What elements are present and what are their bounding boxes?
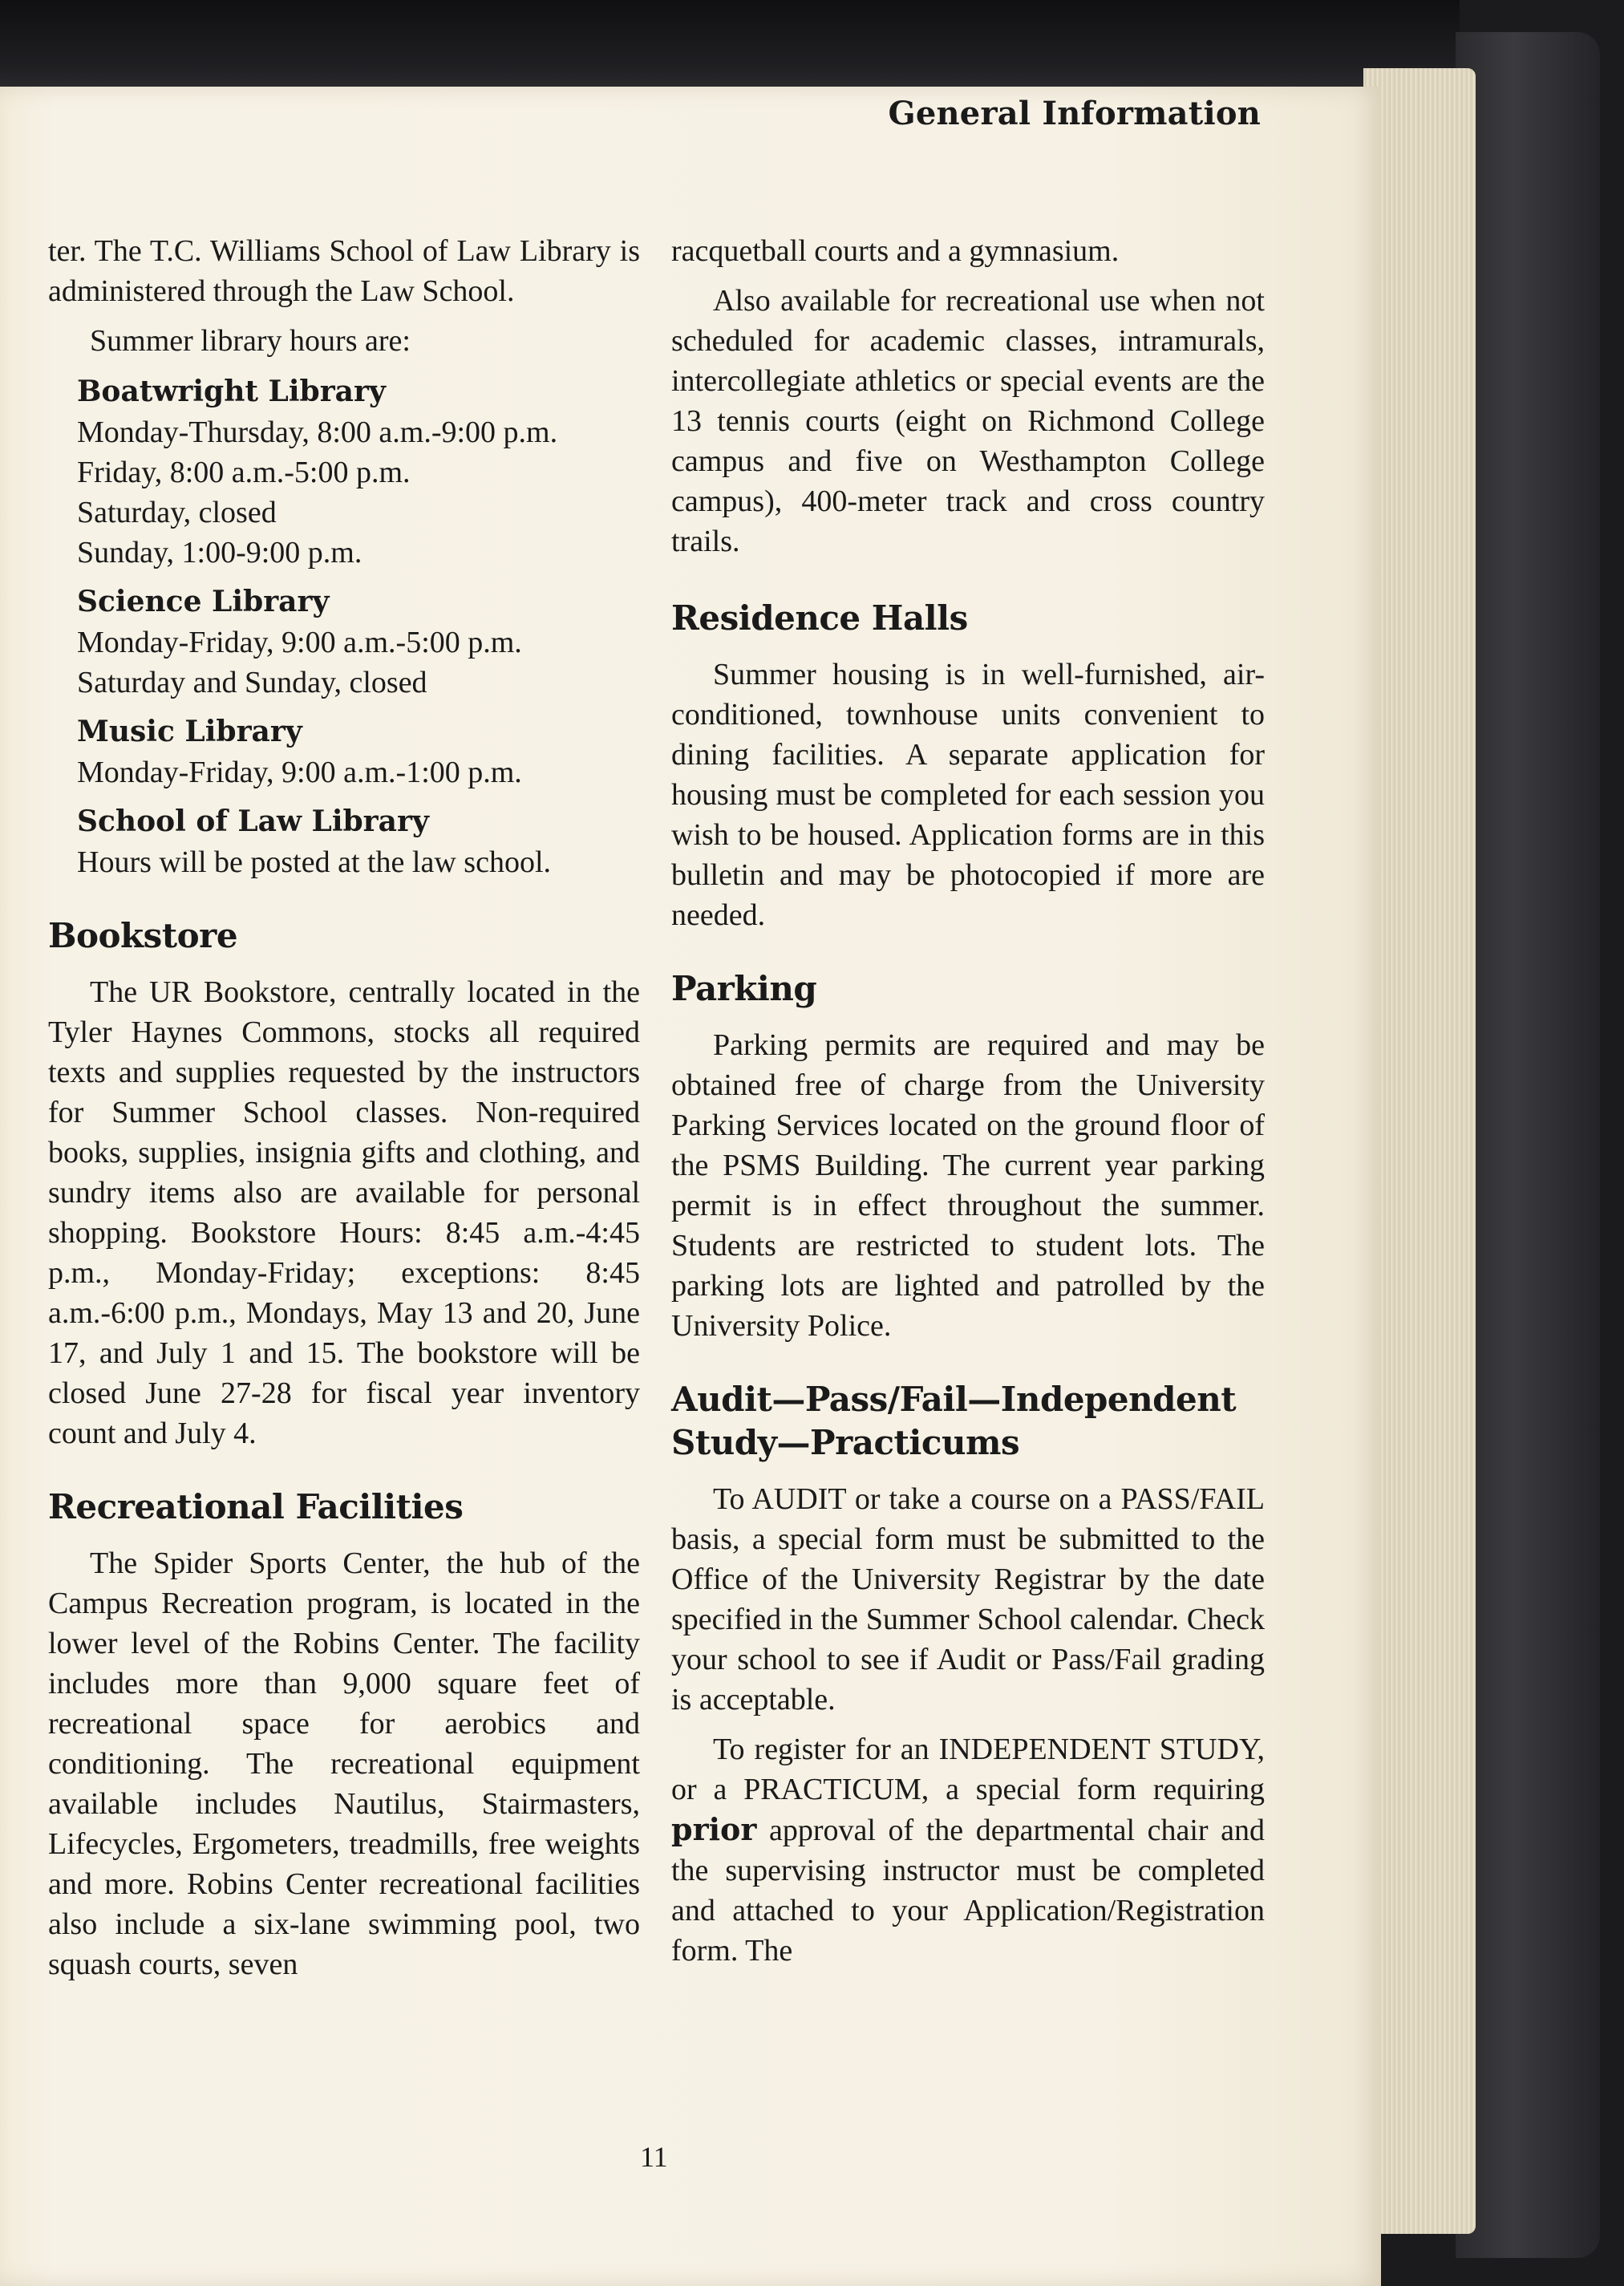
left-column <box>48 231 640 1994</box>
library-hours-line: Monday-Friday, 9:00 a.m.-5:00 p.m. <box>77 626 522 659</box>
page-number: 11 <box>640 2141 668 2173</box>
audit-para-1: To AUDIT or take a course on a PASS/FAIL basis, a special form must be submitted to the Office of the University Registrar by the date specified in the Summer School calendar. Check your school to see if Audit or Pass/Fail grading is acceptable. <box>671 1482 1265 1717</box>
residence-body: Summer housing is in well-furnished, air-conditioned, townhouse units convenient to dining facilities. A separate application for housing must be completed for each session you wish to be housed. Application forms are in this bulletin and may be photocopied if more are needed. <box>671 658 1265 932</box>
prior-emphasis: prior <box>671 1811 757 1847</box>
section-heading-residence: Residence Halls <box>671 598 968 638</box>
library-hours-line: Monday-Friday, 9:00 a.m.-1:00 p.m. <box>77 756 522 789</box>
library-hours-line: Hours will be posted at the law school. <box>77 845 552 879</box>
bookstore-body: The UR Bookstore, centrally located in the Tyler Haynes Commons, stocks all required texts and supplies requested by the instructors for Summer School classes. Non-required books, supplies, insignia gifts and clothing, and sundry items also are available for personal shopping. Bookstore Hours: 8:45 a.m.-4:45 p.m., Monday-Friday; exceptions: 8:45 a.m.-6:00 p.m., Mondays, May 13 and 20, June 17, and July 1 and 15. The bookstore will be closed June 27-28 for fiscal year inventory count and July 4. <box>48 975 640 1450</box>
book-cover-top <box>0 0 1460 90</box>
summer-hours-label: Summer library hours are: <box>90 324 411 358</box>
section-heading-parking: Parking <box>671 969 817 1008</box>
audit-para-2-start: To register for an INDEPENDENT STUDY, or a PRACTICUM, a special form requiring <box>671 1733 1265 1806</box>
recreational-body: The Spider Sports Center, the hub of the Campus Recreation program, is located in the lower level of the Robins Center. The facility includes more than 9,000 square feet of recreational space for aerobics and conditioning. The recreational equipment available includes Nautilus, Stairmasters, Lifecycles, Ergometers, treadmills, free weights and more. Robins Center recreational facilities also include a six-lane swimming pool, two squash courts, seven <box>48 1546 640 1981</box>
library-hours-line: Saturday and Sunday, closed <box>77 666 427 699</box>
book-cover-right <box>1456 32 1600 2258</box>
library-music <box>77 711 640 792</box>
library-intro: ter. The T.C. Williams School of Law Library is administered through the Law School. <box>48 234 640 308</box>
library-hours-line: Saturday, closed <box>77 496 277 529</box>
section-heading-bookstore: Bookstore <box>48 916 238 955</box>
section-heading-recreational: Recreational Facilities <box>48 1487 464 1526</box>
recreational-continuation: racquetball courts and a gymnasium. <box>671 234 1120 268</box>
library-hours-line: Monday-Thursday, 8:00 a.m.-9:00 p.m. <box>77 415 558 449</box>
library-name: Music Library <box>77 715 302 748</box>
running-head: General Information <box>888 95 1261 132</box>
audit-para-2-end: approval of the departmental chair and the supervising instructor must be completed and attached to your Application/Registration form. The <box>671 1814 1266 1968</box>
book-page <box>0 87 1381 2286</box>
library-hours-line: Friday, 8:00 a.m.-5:00 p.m. <box>77 456 411 489</box>
library-name: Boatwright Library <box>77 375 386 408</box>
library-science <box>77 581 640 703</box>
library-boatwright <box>77 371 640 573</box>
section-heading-audit: Audit—Pass/Fail—Independent Study—Practicums <box>671 1380 1237 1462</box>
parking-body: Parking permits are required and may be obtained free of charge from the University Parking Services located on the ground floor of the PSMS Building. The current year parking permit is in effect throughout the summer. Students are restricted to student lots. The parking lots are lighted and patrolled by the University Police. <box>671 1028 1265 1343</box>
library-hours-line: Sunday, 1:00-9:00 p.m. <box>77 536 362 569</box>
recreational-more: Also available for recreational use when not scheduled for academic classes, intramurals, intercollegiate athletics or special events are the 13 tennis courts (eight on Richmond College campus and five on Westhampton College campus), 400-meter track and cross country trails. <box>671 284 1265 558</box>
library-law <box>77 801 640 882</box>
right-column <box>671 231 1265 1980</box>
library-name: Science Library <box>77 585 330 618</box>
audit-para-2 <box>671 1729 1265 1971</box>
library-name: School of Law Library <box>77 805 429 838</box>
